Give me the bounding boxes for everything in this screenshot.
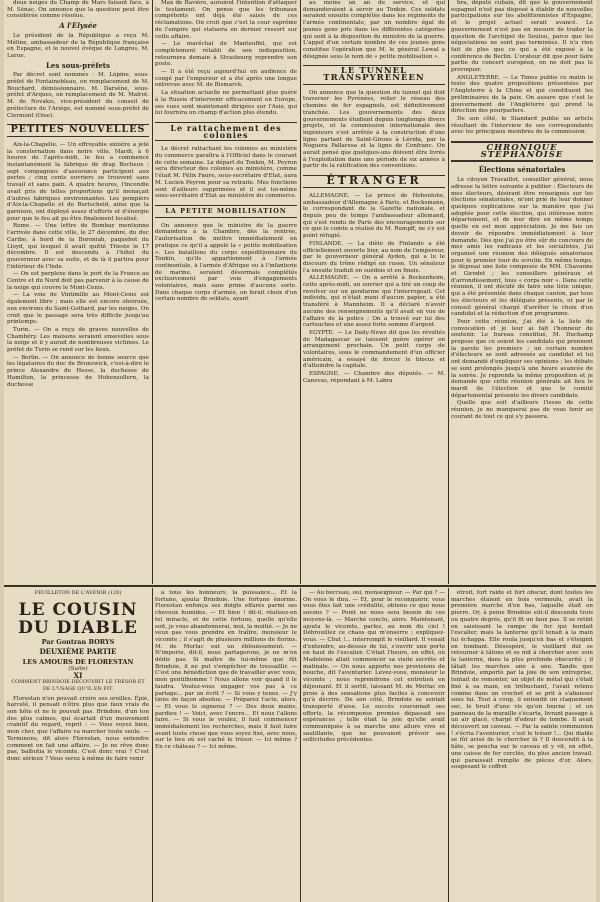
tunnel-text: On annonce que la question du tunnel qui doit traverser les Pyrénées, relier le réseau des chemins de fer espagnols, est définitivement tranchée. Les gouvernements des deux gouvernements étudient depuis longtemps divers projets, et la commission internationale des ingénieurs s'est arrêtée à la construction d'une ligne partant de Saint-Girons à Lérida, par la Noguera Pallaresa et la ligne de Confranc. On aurait pensé que quelques-uns doivent être livrés à l'exploitation dans une période de six années à partir de la ratification des conventions.: [303, 89, 445, 170]
prefets-title: Les sous-préfets: [46, 60, 110, 70]
elections-text: Le citoyen Travaillot, conseiller général, nous adresse la lettre suivante à publier : Électeurs de mes électeurs, désirant être renseignés sur les élections sénatoriales, m'ont prié de leur donner quelques explications sur la manière que j'ai adoptée pour cette élection, qui intéresse notre département, et de leur dire en même temps quelle en est mon appréciation. Je me fais un devoir de répondre immédiatement à leur demande. Dès que j'ai pu être sûr du concours de mes amis les radicaux et les socialistes, j'ai organisé une réunion des délégués sénatoriaux pour le premier tour de scrutin. En même temps, je déposai une liste composée de MM. Chavanne et Girodet ; les conseillers généraux et d'arrondissement, tous « corps noir ». Dans cette réunion, il ont décidé de faire une liste unique, qui a été présentée dans chaque canton, par tous les électeurs et les délégués présents, et par le conseil général chargé d'arrêter le choix d'un candidat et la rédaction d'un programme.: [451, 177, 593, 318]
espagne-text: ESPAGNE. — Chambre des députés. — M. Canovas, répondant à M. Labra: [303, 371, 445, 384]
fin-text: Quelle que soit d'ailleurs l'issue de cette réunion, je ne manquerai pas de vous tenir au courant de tout ce qui s'y passera.: [451, 400, 593, 420]
brest-text: — On est perplexe dans le port de la France au Centre et du Nord doit pas parvenir à la cause de la neige qui couvre le Mont-Cenis.: [7, 271, 149, 291]
column-rule: [152, 0, 153, 584]
feuilleton-text-4: étroit, fort raide et fort obscur, dont toutes les marches étaient en bois vermoulu, avait la première marche d'en bas, laquelle était en pierre. Or, à peine Brindoie eût-il descendu trois ou quatre degrés, qu'il fit un faux pas. Il se retint en saisissant la rampe de fer qui bordait l'escalier, mais la lanterne qu'il tenait à la main lui échappa. Elle roula jusqu'en bas et s'éteignit en tombant. Désespéré, le vieillard dut se retourner à tâtons et se mit à chercher avec soin la lanterne, dans la plus profonde obscurité ; il tâtait les marches une à une. Tandis que Brindoie, emporté par la joie de son entreprise, tentait de remonter, un objet de métal qui s'était fixé à sa main, en trébuchant, l'avait retenu comme dans un crochet et se prit à s'abaisser sous lui. Tout à coup, il entendit un claquement sec, le bruit d'une vis qu'on tourne ; et un panneau de la muraille s'écarta, livrant passage à un air glacé, chargé d'odeur de tombe. Il avait découvert un caveau. — Par la sainte communion ! s'écria l'aventurier, c'est le trésor !... Qui diable se fût avisé de le chercher là ? Il descendit à la hâte, se pencha sur le caveau et y vit, en effet, une caisse de fer cerclée, du plus ancien travail, qui paraissait remplie de pièces d'or. Alors, soupesant le coffret: [451, 590, 593, 771]
finlande-text: FINLANDE. — La diète de Finlande a été officiellement ouverte hier, au nom de l'empereur, par le gouverneur général Ayden, qui a lu le discours du trône rédigé en russe. Un sénateur l'a ensuite traduit en suédois et en finois.: [303, 240, 445, 274]
voie-text: — La voie de Vintimille au Mont-Cenis est également libre ; mais elle est encore obstruée, aux environs du Saint-Gothard, par les neiges. On croit que le passage sera très difficile jusqu'au printemps.: [7, 292, 149, 326]
feuilleton-column-2: [155, 590, 297, 902]
col2-top-text: Max de Bavière, auraient l'intention d'attaquer le testament. On pense que les tribunaux compétents ont déjà été saisis de ces réclamations. On croit que c'est la cour suprême de l'empire qui statuera en dernier ressort sur cette affaire.: [155, 0, 297, 40]
feuilleton-column-1: [7, 590, 149, 902]
col4-top-text: bra, député cubain, dit que le gouvernement espagnol n'est pas disposé à établir de nouvelles participations sur les abolitionnistes d'Espagne, et le projet actuel serait avancé. Le gouvernement n'est pas en mesure de traiter la question de l'archipel de Soulou, parce que les négociations ne sont pas terminées. Il n'a rien fait de plus que ce qui a été exposé à la conférence de Berlin. L'orateur dit que pour faire partie du concert européen, on ne doit pas le provoquer.: [451, 0, 593, 74]
feuilleton-text-2: à tous les honneurs, la puissance... Et la fortune, ajouta Brindoie. Une fortune énorme. Florestan enfonça ses doigts effarés parmi ses cheveux humides. — Et bien ! dit-il, réalisez-en tel miracle, et de cette fortune, quelle qu'elle soit, je vous abandonnerai, moi, la moitié. — Je ne veux pas vous prendre en traître, monsieur le vicomte ; il s'agit de plusieurs millions de florins. M. de Morlac eut un éblouissement. — N'importe, dit-il, nous partagerons, je ne m'en dédis pas. Si maître de lui-même que fût Brindoie, il ne put s'empêcher de tressaillir. — C'est une bénédiction que de travailler avec vous, mon gentilhomme ! Nous allons voir quand il le faudra. Voulez-vous engager vos pas à ce partage... par un écrit ? — Si vous y tenez. — J'y tiens de façon absolue. — Préparez l'acte, alors. — Et vous le signerez ? — Des deux mains, pardieu ! — Voici, avec l'encre... Et nous l'allons faire. — Si vous le voulez, il faut commencer immédiatement les recherches, mais il faut faire avant toute chose que vous soyez fixé, avec nous, sur le lieu où est caché le trésor. — Ici même ? En ce château ? — Ici même.: [155, 590, 297, 751]
berlin-text: — Berlin. — On annonce de bonne source que les légataires du duc de Brunswick, c'est-à-dire le prince Alexandre de Hesse, la duchesse de Hamilton, la princesse de Hohenzollern, la duchesse: [7, 354, 149, 388]
feuilleton-part: DEUXIÈME PARTIE: [39, 647, 117, 657]
column-3: [303, 0, 445, 584]
mobilisation-text: On annonce que le ministre de la guerre demandera à la Chambre, dès la rentrée, l'autorisation de mettre immédiatement en pratique ce qu'il a appelé la « petite mobilisation ». Les bataillons du corps expéditionnaire du Tonkin, qu'ils appartiennent à l'armée continentale, à l'armée d'Afrique ou à l'infanterie de marine, seraient désormais complétés exclusivement par voie d'engagements volontaires, mais sans prime d'aucune sorte. Dans chaque corps d'armée, on ferait choix d'un certain nombre de soldats, ayant: [155, 222, 297, 303]
col3-top-text: au moins un an de service, et qui demanderaient à servir au Tonkin. Ces soldats seraient ensuite complétés dans les régiments de l'armée continentale, par un nombre égal de jeunes gens pris dans les différentes catégories qui sont à la disposition du ministre de la guerre. L'appel d'un certain nombre de ces jeunes gens constitue l'opération que M. le général Lewal a désignée sous le nom de « petite mobilisation ».: [303, 0, 445, 60]
column-2: [155, 0, 297, 584]
elysee-text: Le président de la République a reçu M. Méline, ambassadeur de la République française en Espagne, et le nouvel évêque de Langres, M. Larue.: [7, 32, 149, 59]
feuilleton-column-3: [303, 590, 445, 902]
allemagne-text: ALLEMAGNE. — Le prince de Hohenlohe, ambassadeur d'Allemagne à Paris, et Bocksmann, le correspondant de la Gazette nationale, et depuis peu de temps l'ambassadeur allemand, qui s'est rendu de Paris des encouragements sur ce que le comte a réalisé de M. Rumpff, ne s'y est point réfugié.: [303, 192, 445, 240]
feuilleton-author: Par Gontran BORYS: [41, 637, 115, 646]
mobilisation-title: LA PETITE MOBILISATION: [155, 205, 297, 218]
angleterre-text: ANGLETERRE. — Le Times publie ce matin le texte des quatre propositions présentées par l'Angleterre à la Chine et qui constituent les préliminaires de la paix. On assure que c'est le gouvernement de l'Angleterre qui prend la direction des pourparlers.: [451, 74, 593, 115]
situation-text: La situation actuelle ne permettant plus guère à la Russie d'intervenir efficacement en Europe, ses vues sont maintenant dirigées sur l'Asie, qui lui fournira un champ d'action plus étendu.: [155, 90, 297, 117]
feuilleton-column-4: [451, 590, 593, 902]
feuilleton-subtitle: LES AMOURS DE FLORESTAN: [22, 658, 134, 667]
column-4: [451, 0, 593, 584]
conge-text: — Il a été reçu aujourd'hui en audience de congé par l'empereur et a été après une longue entrevue avec M. de Bismarck.: [155, 69, 297, 89]
tunnel-title: LE TUNNEL TRANSPYRÉNÉEN: [303, 65, 445, 84]
colonies-text: Le décret rattachant les colonies au ministère du commerce paraîtra à l'Officiel dans le courant de cette semaine. Le départ du Tonkin, M. Peyron sera directeur des colonies au ministère, comme l'était M. Félix Faure, sous-secrétaire d'Etat, aura M. Lucien Peyron pour sa retraite. Mes fonctions sont d'ailleurs supprimées et il est lui-même sous-secrétaire d'Etat au ministère du commerce.: [155, 146, 297, 200]
manteuffel-text: — Le maréchal de Manteuffel, qui est complètement rétabli de son indisposition, retournera demain à Strasbourg reprendre son poste.: [155, 41, 297, 68]
elysee-title: A l'Elysée: [59, 21, 97, 31]
egypte-text: EGYPTE. — Le Daily-News dit que les révoltés de Madagascar se laissent guère opérer en arrangement prochain. Un petit corps de volontaires, sous le commandement d'un officier américain, a essayé de forcer le blocus et d'atteindre la capitale.: [303, 329, 445, 370]
elections-title: Élections sénatoriales: [478, 165, 566, 175]
nouvelles-title: PETITES NOUVELLES: [7, 124, 149, 137]
col1-top-text: deux neiges du Champ de Mars faisant face, à M. Sénac. On annonce que la question peut être considérée comme résolue.: [7, 0, 149, 20]
chronique-title: CHRONIQUE STÉPHANOISE: [451, 141, 593, 162]
column-1: [7, 0, 149, 584]
newspaper-page: [4, 0, 596, 902]
column-rule: [300, 0, 301, 584]
rome-text: Rome. — Une lettre de Bombay mentionne l'arrivée dans cette ville, le 27 décembre, du duc Caribo, à bord de la Boroniah, paquebot du Lloyd, qui lesquel il avait quitté Trieste le 17 décembre. Il est descendu à l'hôtel du gouverneur avec sa suite, et de là il partira pour l'intérieur de l'Inde.: [7, 223, 149, 270]
feuilleton-chapter-title: COMMENT BRINDOIE DÉCOUVRIT LE TRÉSOR ET DE L'USAGE QU'IL EN FIT.: [11, 679, 145, 692]
feuilleton-header: FEUILLETON DE L'AVENIR (120): [34, 590, 122, 596]
feuilleton-chapter-label: (Suite): [68, 665, 88, 672]
berne-text: De son côté, le Standard publie un article résultant de l'interview de ses correspondants avec les principaux membres de la commission.: [451, 115, 593, 136]
feuilleton-separator: [4, 585, 596, 587]
allemagne2-text: ALLEMAGNE. — On a arrêté à Bockenheim, cette après-midi, un ouvrier qui a tiré un coup de revolver sur un gendarme qui l'interrogeait. Cet individu, qui n'était muni d'aucun papier, a été transféré à Mannheim. Il a déclaré n'avoir aucune des renseignements qu'il avait en vue de l'affaire de la police ; On a trouvé sur lui des cartouches et une assez forte somme d'argent.: [303, 275, 445, 329]
colonies-title: Le rattachement des colonies: [155, 122, 297, 141]
feuilleton-chapter-num: XI: [73, 670, 83, 680]
feuilleton-text-1: Florestan n'en pouvait croire ses oreilles. Épié, harcelé, il pensait n'être plus que faux vrais de son hôte et ne le pouvait pas. Brindoie, d'un ton des plus calmes, qui écartait d'un mouvement craintif du regard, reprit : — Vous voyez bien, mon cher, que l'affaire va marcher toute seule. — Terminons, dit alors Florestan, nous entendre comment on fait une affaire. — Je ne rêve donc pas, balbutia le vicomte. C'est donc vrai ? C'est donc sérieux ? Vous serez à même de faire venir: [7, 695, 149, 762]
prefets-text: Par décret sont nommés : M. Lépine, sous-préfet de Fontainebleau, en remplacement de M. Bouchard, démissionnaire. M. Darsène, sous-préfet d'Arques, en remplacement de M. Malrot. M. de Novakis, vice-président du conseil de préfecture de l'Ariège, est nommé sous-préfet de Clermont (Oise).: [7, 72, 149, 119]
column-rule: [152, 588, 153, 902]
etranger-title: ÉTRANGER: [303, 175, 445, 188]
column-rule: [448, 588, 449, 902]
nouvelles-text: Aix-la-Chapelle. — Un effroyable sinistre a jeté la consternation dans notre ville. Mardi, à 6 heures de l'après-midi, le feu a commencé instantanément la fabrique de drap Bocheux ; sept compagnies d'assurance participent aux pertes ; cinq cents ouvriers se trouvent sans travail et sans pain. A quatre heures, l'incendie avait pris de telles proportions qu'il menaçait d'autres fabriques environnantes. Les pompiers d'Aix-la-Chapelle et de Burtscheid, ainsi que la garnison, ont déployé assez d'efforts et d'énergie pour que le feu ait pu être finalement localisé.: [7, 141, 149, 222]
feuilleton-title: LE COUSIN DU DIABLE: [18, 599, 138, 638]
feuilleton-text-3: — Au berceau, oui, monseigneur. — Par qui ? — On vous le dira. — Et, pour le reconquérir, vous vous êtes fait une crédulité, obtenu ce que nous savons ? — Point ne nous sera besoin de ces moyens-là. — Marché conclu, alors. Maintenant, ajouta le vicomte, parlez, au nom du ciel ! Débrouillez ce chaos qui m'enserre ; expliquez-vous. — Chut !... interrompit le vieillard. Il venait d'entendre, au-dessus de lui, s'ouvrir une porte en haut de l'escalier. C'était l'heure, en effet, où Madeleine allait commencer sa visite secrète et matinale. — On nous apporte nos provisions de bouche, dit l'aventurier. Levez-vous, monsieur le vicomte ; nous reprendrons cet entretien en déjeunant. Et il sortit, laissant M. de Morlac en proie à des sensations plus faciles à concevoir qu'à décrire. De son côté, Brindoie se sentait transporté d'aise. Le succès couronnait ses efforts, la récompense promise dépassait ses espérances ; telle était la joie qu'elle avait communiquée à sa marche une allure vive et sautillante, que ne pouvaient prévoir ses sollicitudes précédentes.: [303, 590, 445, 744]
column-rule: [448, 0, 449, 584]
turin-text: Turin. — On a reçu de graves nouvelles de Chambéry. Les maisons seraient ensevelies sous la neige et il y aurait de nombreuses victimes. Le préfet de Turin se rend sur les lieux.: [7, 326, 149, 354]
column-rule: [300, 588, 301, 902]
reunion-text: Pour cette réunion, j'ai été à la liste de convocation et je leur ai fait l'honneur de soutenir. Le bureau constitué, M. Duchamp propose que ce soient les candidats qui prennent la parole les premiers ; un certain nombre d'électeurs se sont adressés au candidat et lui ont demandé d'expliquer ses opinions ; les débats se sont prolongés jusqu'à une heure avancée de la soirée. Je reprends la même proposition et je demande que cette réunion générale ait lieu le mardi de l'élection et que le comité départemental présente les divers candidats.: [451, 318, 593, 399]
